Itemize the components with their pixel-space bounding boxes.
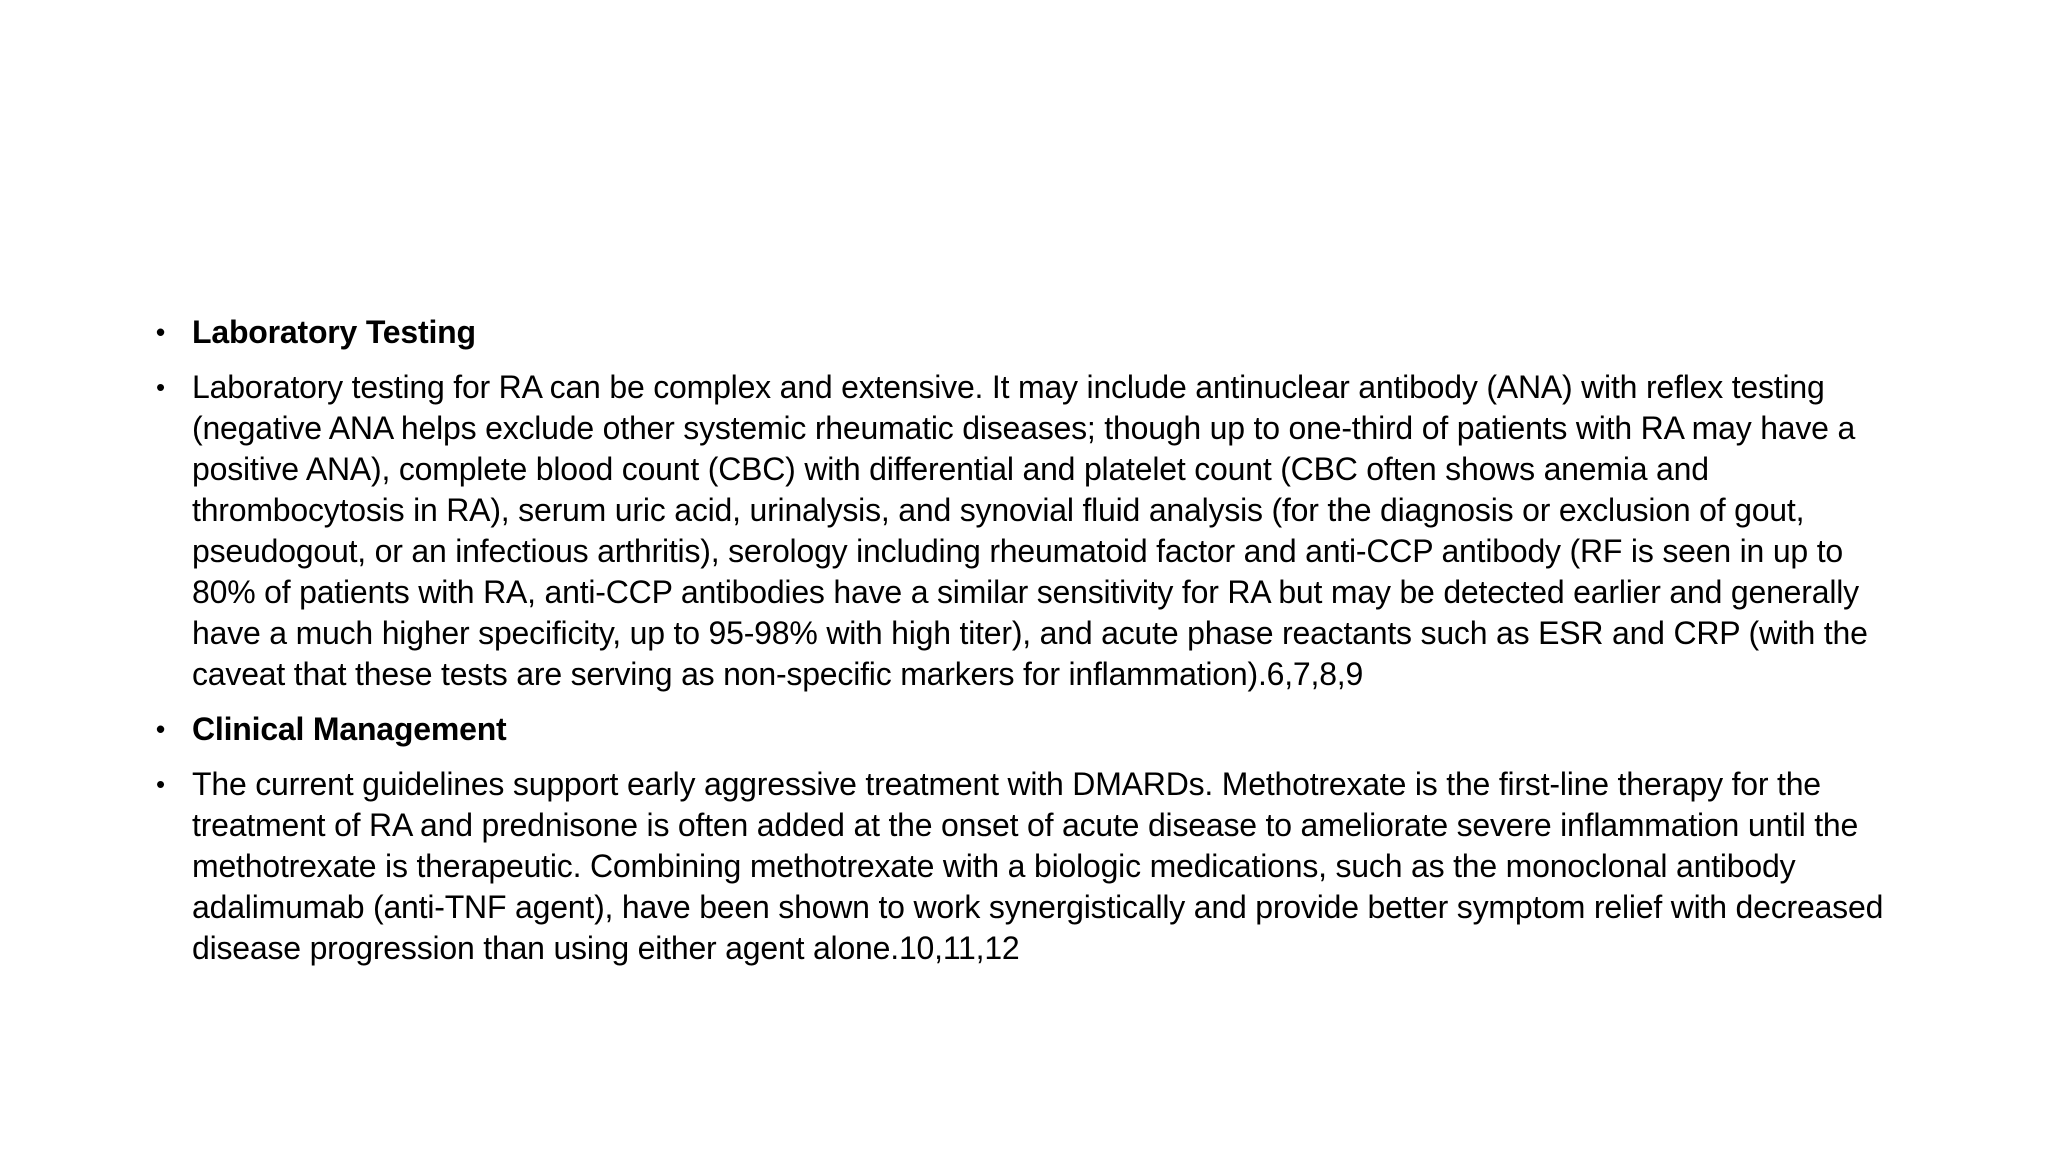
bullet-clinical-management-body: [150, 764, 1910, 969]
bullet-text: Laboratory testing for RA can be complex and extensive. It may include antinuclear antibody (ANA) with reflex testing (negative ANA helps exclude other systemic rheumatic diseases; though up to one-third of patients with RA may have a positive ANA), complete blood count (CBC) with differential and platelet count (CBC often shows anemia and thrombocytosis in RA), serum uric acid, urinalysis, and synovial fluid analysis (for the diagnosis or exclusion of gout, pseudogout, or an infectious arthritis), serology including rheumatoid factor and anti-CCP antibody (RF is seen in up to 80% of patients with RA, anti-CCP antibodies have a similar sensitivity for RA but may be detected earlier and generally have a much higher specificity, up to 95-98% with high titer), and acute phase reactants such as ESR and CRP (with the caveat that these tests are serving as non-specific markers for inflammation).6,7,8,9: [192, 369, 1868, 692]
bullet-dot-icon: •: [156, 714, 165, 744]
slide-content: [150, 312, 1910, 983]
bullet-text: Clinical Management: [192, 711, 507, 747]
bullet-dot-icon: •: [156, 769, 165, 799]
bullet-text: Laboratory Testing: [192, 314, 476, 350]
bullet-list: [150, 312, 1910, 969]
bullet-heading-laboratory-testing: [150, 312, 1910, 353]
bullet-dot-icon: •: [156, 372, 165, 402]
bullet-dot-icon: •: [156, 317, 165, 347]
bullet-laboratory-testing-body: [150, 367, 1910, 695]
bullet-heading-clinical-management: [150, 709, 1910, 750]
bullet-text: The current guidelines support early aggressive treatment with DMARDs. Methotrexate is the first-line therapy for the treatment of RA and prednisone is often added at the onset of acute disease to ameliorate severe inflammation until the methotrexate is therapeutic. Combining methotrexate with a biologic medications, such as the monoclonal antibody adalimumab (anti-TNF agent), have been shown to work synergistically and provide better symptom relief with decreased disease progression than using either agent alone.10,11,12: [192, 766, 1884, 966]
